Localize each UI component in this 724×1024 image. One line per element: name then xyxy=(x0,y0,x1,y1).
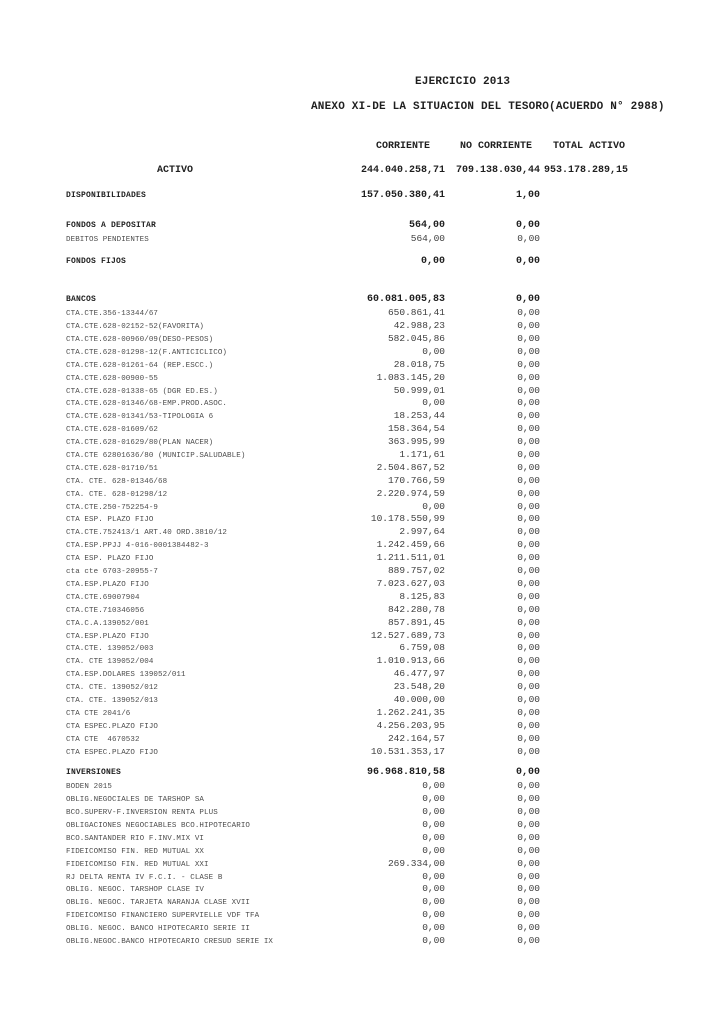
account-label: CTA.CTE.628-00900-55 xyxy=(66,374,159,383)
account-no-corriente-value: 0,00 xyxy=(517,883,540,895)
account-row xyxy=(66,896,666,909)
account-row xyxy=(66,604,666,617)
account-row xyxy=(66,819,666,832)
account-row xyxy=(66,935,666,948)
account-no-corriente-value: 0,00 xyxy=(517,500,540,512)
account-label: CTA.CTE.628-01629/80(PLAN NACER) xyxy=(66,439,214,448)
account-row xyxy=(66,707,666,720)
account-no-corriente-value: 0,00 xyxy=(517,333,540,345)
account-corriente-value: 0,00 xyxy=(422,500,445,512)
account-no-corriente-value: 0,00 xyxy=(517,474,540,486)
account-row xyxy=(66,333,666,346)
account-corriente-value: 42.988,23 xyxy=(393,320,445,332)
account-row xyxy=(66,488,666,501)
account-no-corriente-value: 0,00 xyxy=(517,719,540,731)
account-row xyxy=(66,320,666,333)
account-no-corriente-value: 0,00 xyxy=(517,745,540,757)
account-no-corriente-value: 0,00 xyxy=(517,320,540,332)
account-row xyxy=(66,475,666,488)
section-label: FONDOS FIJOS xyxy=(66,257,127,267)
account-no-corriente-value: 0,00 xyxy=(517,693,540,705)
account-label: CTA CTE 4670532 xyxy=(66,735,140,744)
account-corriente-value: 10.531.353,17 xyxy=(370,745,445,757)
account-corriente-value: 46.477,97 xyxy=(393,668,445,680)
section-label: DISPONIBILIDADES xyxy=(66,190,147,200)
column-header-total-activo: TOTAL ACTIVO xyxy=(552,141,625,152)
account-label: CTA.C.A.139052/001 xyxy=(66,619,149,628)
section-no-corriente-value: 1,00 xyxy=(515,189,540,201)
account-label: RJ DELTA RENTA IV F.C.I. - CLASE B xyxy=(66,873,223,882)
account-row xyxy=(66,552,666,565)
account-row xyxy=(66,436,666,449)
account-label: CTA.CTE.710346056 xyxy=(66,606,145,615)
account-no-corriente-value: 0,00 xyxy=(517,642,540,654)
account-row xyxy=(66,423,666,436)
account-no-corriente-value: 0,00 xyxy=(517,818,540,830)
account-no-corriente-value: 0,00 xyxy=(517,371,540,383)
account-label: CTA. CTE 139052/004 xyxy=(66,658,154,667)
account-row xyxy=(66,883,666,896)
account-no-corriente-value: 0,00 xyxy=(517,397,540,409)
account-no-corriente-value: 0,00 xyxy=(517,565,540,577)
account-label: cta cte 6703-20955-7 xyxy=(66,568,159,577)
account-no-corriente-value: 0,00 xyxy=(517,345,540,357)
column-header-row xyxy=(66,141,666,154)
section-header-row-bancos xyxy=(66,294,666,307)
account-corriente-value: 18.253,44 xyxy=(393,410,445,422)
activo-corriente-value: 244.040.258,71 xyxy=(360,164,445,176)
account-row xyxy=(66,681,666,694)
account-label: CTA ESPEC.PLAZO FIJO xyxy=(66,722,159,731)
account-corriente-value: 564,00 xyxy=(410,232,445,244)
account-label: CTA.ESP.PPJJ 4-016-0001384482-3 xyxy=(66,542,209,551)
account-label: FIDEICOMISO FIN. RED MUTUAL XXI xyxy=(66,860,209,869)
account-row xyxy=(66,346,666,359)
account-no-corriente-value: 0,00 xyxy=(517,384,540,396)
account-corriente-value: 0,00 xyxy=(422,345,445,357)
account-label: OBLIG.NEGOCIALES DE TARSHOP SA xyxy=(66,796,205,805)
account-no-corriente-value: 0,00 xyxy=(517,487,540,499)
account-no-corriente-value: 0,00 xyxy=(517,358,540,370)
account-corriente-value: 582.045,86 xyxy=(387,333,445,345)
account-no-corriente-value: 0,00 xyxy=(517,436,540,448)
account-label: CTA. CTE. 139052/013 xyxy=(66,696,159,705)
account-row xyxy=(66,385,666,398)
account-label: CTA.CTE.628-02152-52(FAVORITA) xyxy=(66,323,205,332)
account-no-corriente-value: 0,00 xyxy=(517,590,540,602)
account-no-corriente-value: 0,00 xyxy=(517,780,540,792)
account-corriente-value: 1.242.459,66 xyxy=(376,539,445,551)
account-row xyxy=(66,526,666,539)
account-corriente-value: 1.010.913,66 xyxy=(376,655,445,667)
account-row xyxy=(66,578,666,591)
account-corriente-value: 8.125,83 xyxy=(399,590,445,602)
section-fondos-a-depositar xyxy=(66,220,666,246)
account-corriente-value: 0,00 xyxy=(422,844,445,856)
column-header-no-corriente: NO CORRIENTE xyxy=(459,141,532,152)
account-corriente-value: 1.083.145,20 xyxy=(376,371,445,383)
sections-container xyxy=(66,190,666,948)
activo-label: ACTIVO xyxy=(157,164,194,176)
account-label: CTA. CTE. 139052/012 xyxy=(66,684,159,693)
account-corriente-value: 889.757,02 xyxy=(387,565,445,577)
account-row xyxy=(66,871,666,884)
section-corriente-value: 564,00 xyxy=(408,219,445,231)
account-corriente-value: 1.262.241,35 xyxy=(376,706,445,718)
account-row xyxy=(66,668,666,681)
account-row xyxy=(66,307,666,320)
account-no-corriente-value: 0,00 xyxy=(517,449,540,461)
account-row xyxy=(66,642,666,655)
activo-no-corriente-value: 709.138.030,44 xyxy=(455,164,540,176)
account-corriente-value: 0,00 xyxy=(422,909,445,921)
section-header-row-fondos-fijos xyxy=(66,256,666,269)
account-corriente-value: 1.171,61 xyxy=(399,449,445,461)
account-corriente-value: 0,00 xyxy=(422,831,445,843)
account-corriente-value: 28.018,75 xyxy=(393,358,445,370)
account-row xyxy=(66,733,666,746)
section-bancos xyxy=(66,294,666,758)
treasury-table xyxy=(66,141,666,948)
account-label: CTA.CTE.628-00960/09(DESO-PESOS) xyxy=(66,336,214,345)
account-no-corriente-value: 0,00 xyxy=(517,232,540,244)
account-corriente-value: 50.999,01 xyxy=(393,384,445,396)
account-row xyxy=(66,806,666,819)
account-row xyxy=(66,746,666,759)
account-corriente-value: 2.504.867,52 xyxy=(376,461,445,473)
account-row xyxy=(66,617,666,630)
section-corriente-value: 60.081.005,83 xyxy=(366,294,445,306)
account-label: CTA.CTE.628-01346/68-EMP.PROD.ASOC. xyxy=(66,400,228,409)
account-row xyxy=(66,922,666,935)
account-label: CTA.CTE.628-01609/62 xyxy=(66,426,159,435)
account-label: OBLIG. NEGOC. TARSHOP CLASE IV xyxy=(66,886,205,895)
account-row xyxy=(66,780,666,793)
page-title: EJERCICIO 2013 xyxy=(415,76,511,88)
section-corriente-value: 0,00 xyxy=(420,256,445,268)
account-no-corriente-value: 0,00 xyxy=(517,706,540,718)
section-corriente-value: 96.968.810,58 xyxy=(366,767,445,779)
account-row xyxy=(66,372,666,385)
account-no-corriente-value: 0,00 xyxy=(517,552,540,564)
account-no-corriente-value: 0,00 xyxy=(517,461,540,473)
account-label: CTA.CTE.250-752254-9 xyxy=(66,503,159,512)
section-corriente-value: 157.050.380,41 xyxy=(360,189,445,201)
section-label: BANCOS xyxy=(66,295,97,305)
account-no-corriente-value: 0,00 xyxy=(517,603,540,615)
account-corriente-value: 0,00 xyxy=(422,793,445,805)
account-no-corriente-value: 0,00 xyxy=(517,909,540,921)
account-row xyxy=(66,513,666,526)
section-no-corriente-value: 0,00 xyxy=(515,294,540,306)
account-corriente-value: 0,00 xyxy=(422,397,445,409)
section-inversiones xyxy=(66,767,666,947)
account-row xyxy=(66,793,666,806)
account-corriente-value: 242.164,57 xyxy=(387,732,445,744)
section-label: FONDOS A DEPOSITAR xyxy=(66,220,157,230)
account-corriente-value: 650.861,41 xyxy=(387,307,445,319)
column-header-corriente: CORRIENTE xyxy=(375,141,430,152)
account-label: OBLIG. NEGOC. TARJETA NARANJA CLASE XVII xyxy=(66,899,251,908)
account-label: CTA ESP. PLAZO FIJO xyxy=(66,516,154,525)
account-row xyxy=(66,565,666,578)
account-label: CTA.CTE.752413/1 ART.40 ORD.3810/12 xyxy=(66,529,228,538)
account-label: BCO.SUPERV-F.INVERSION RENTA PLUS xyxy=(66,809,218,818)
account-label: BCO.SANTANDER RIO F.INV.MIX VI xyxy=(66,834,205,843)
account-corriente-value: 1.211.511,01 xyxy=(376,552,445,564)
account-no-corriente-value: 0,00 xyxy=(517,806,540,818)
account-corriente-value: 2.220.974,59 xyxy=(376,487,445,499)
account-no-corriente-value: 0,00 xyxy=(517,577,540,589)
account-label: CTA ESPEC.PLAZO FIJO xyxy=(66,748,159,757)
account-no-corriente-value: 0,00 xyxy=(517,831,540,843)
account-label: CTA.CTE.356-13344/67 xyxy=(66,310,159,319)
account-row xyxy=(66,630,666,643)
account-no-corriente-value: 0,00 xyxy=(517,922,540,934)
account-label: CTA.ESP.PLAZO FIJO xyxy=(66,580,149,589)
account-row xyxy=(66,858,666,871)
account-label: CTA.CTE. 139052/003 xyxy=(66,645,154,654)
account-corriente-value: 40.000,00 xyxy=(393,693,445,705)
account-row xyxy=(66,359,666,372)
activo-total-value: 953.178.289,15 xyxy=(543,164,628,176)
account-label: CTA ESP. PLAZO FIJO xyxy=(66,555,154,564)
account-row xyxy=(66,233,666,246)
account-no-corriente-value: 0,00 xyxy=(517,307,540,319)
account-label: OBLIG. NEGOC. BANCO HIPOTECARIO SERIE II xyxy=(66,925,251,934)
account-no-corriente-value: 0,00 xyxy=(517,513,540,525)
account-row xyxy=(66,720,666,733)
account-no-corriente-value: 0,00 xyxy=(517,410,540,422)
account-corriente-value: 23.548,20 xyxy=(393,681,445,693)
account-no-corriente-value: 0,00 xyxy=(517,629,540,641)
page-subtitle: ANEXO XI-DE LA SITUACION DEL TESORO(ACUERDO N° 2988) xyxy=(311,101,665,113)
account-no-corriente-value: 0,00 xyxy=(517,655,540,667)
section-fondos-fijos xyxy=(66,256,666,269)
account-label: CTA.CTE.628-01338-65 (DGR ED.ES.) xyxy=(66,387,218,396)
account-row xyxy=(66,694,666,707)
account-row xyxy=(66,397,666,410)
account-corriente-value: 0,00 xyxy=(422,934,445,946)
section-header-row-inversiones xyxy=(66,767,666,780)
account-corriente-value: 7.023.627,03 xyxy=(376,577,445,589)
section-no-corriente-value: 0,00 xyxy=(515,219,540,231)
section-no-corriente-value: 0,00 xyxy=(515,767,540,779)
account-corriente-value: 0,00 xyxy=(422,780,445,792)
account-no-corriente-value: 0,00 xyxy=(517,681,540,693)
account-corriente-value: 0,00 xyxy=(422,818,445,830)
account-no-corriente-value: 0,00 xyxy=(517,668,540,680)
account-row xyxy=(66,655,666,668)
account-corriente-value: 857.891,45 xyxy=(387,616,445,628)
account-row xyxy=(66,539,666,552)
account-label: DEBITOS PENDIENTES xyxy=(66,235,149,244)
account-no-corriente-value: 0,00 xyxy=(517,526,540,538)
account-corriente-value: 0,00 xyxy=(422,883,445,895)
account-corriente-value: 0,00 xyxy=(422,896,445,908)
section-header-row-disponibilidades xyxy=(66,190,666,203)
account-row xyxy=(66,591,666,604)
account-corriente-value: 158.364,54 xyxy=(387,423,445,435)
account-no-corriente-value: 0,00 xyxy=(517,793,540,805)
account-corriente-value: 10.178.550,99 xyxy=(370,513,445,525)
account-corriente-value: 170.766,59 xyxy=(387,474,445,486)
account-label: CTA CTE 2041/6 xyxy=(66,709,131,718)
account-no-corriente-value: 0,00 xyxy=(517,896,540,908)
account-corriente-value: 842.280,78 xyxy=(387,603,445,615)
section-disponibilidades xyxy=(66,190,666,203)
account-corriente-value: 0,00 xyxy=(422,870,445,882)
account-row xyxy=(66,832,666,845)
account-row xyxy=(66,909,666,922)
account-no-corriente-value: 0,00 xyxy=(517,844,540,856)
account-row xyxy=(66,501,666,514)
account-label: CTA. CTE. 628-01346/68 xyxy=(66,477,168,486)
account-corriente-value: 269.334,00 xyxy=(387,857,445,869)
account-no-corriente-value: 0,00 xyxy=(517,934,540,946)
account-corriente-value: 4.256.203,95 xyxy=(376,719,445,731)
account-no-corriente-value: 0,00 xyxy=(517,870,540,882)
account-label: BODEN 2015 xyxy=(66,783,113,792)
account-label: CTA.CTE.628-01298-12(F.ANTICICLICO) xyxy=(66,348,228,357)
account-label: CTA.ESP.PLAZO FIJO xyxy=(66,632,149,641)
account-corriente-value: 0,00 xyxy=(422,922,445,934)
account-label: CTA.CTE 62801636/80 (MUNICIP.SALUDABLE) xyxy=(66,452,246,461)
account-label: CTA.CTE.69007904 xyxy=(66,593,140,602)
section-header-row-fondos-a-depositar xyxy=(66,220,666,233)
account-row xyxy=(66,449,666,462)
account-label: CTA.ESP.DOLARES 139052/011 xyxy=(66,671,186,680)
account-label: FIDEICOMISO FINANCIERO SUPERVIELLE VDF TFA xyxy=(66,912,260,921)
account-corriente-value: 6.759,08 xyxy=(399,642,445,654)
account-row xyxy=(66,845,666,858)
account-label: OBLIG.NEGOC.BANCO HIPOTECARIO CRESUD SERIE IX xyxy=(66,937,274,946)
account-corriente-value: 2.997,64 xyxy=(399,526,445,538)
account-no-corriente-value: 0,00 xyxy=(517,539,540,551)
account-corriente-value: 0,00 xyxy=(422,806,445,818)
account-row xyxy=(66,410,666,423)
account-label: CTA.CTE.628-01341/53-TIPOLOGIA 6 xyxy=(66,413,214,422)
account-label: CTA.CTE.628-01710/51 xyxy=(66,464,159,473)
account-corriente-value: 363.995,99 xyxy=(387,436,445,448)
account-label: CTA.CTE.628-01261-64 (REP.ESCC.) xyxy=(66,361,214,370)
activo-row xyxy=(66,165,666,178)
section-no-corriente-value: 0,00 xyxy=(515,256,540,268)
account-no-corriente-value: 0,00 xyxy=(517,732,540,744)
account-label: FIDEICOMISO FIN. RED MUTUAL XX xyxy=(66,847,205,856)
account-label: CTA. CTE. 628-01298/12 xyxy=(66,490,168,499)
account-corriente-value: 12.527.689,73 xyxy=(370,629,445,641)
account-no-corriente-value: 0,00 xyxy=(517,857,540,869)
section-label: INVERSIONES xyxy=(66,768,122,778)
account-label: OBLIGACIONES NEGOCIABLES BCO.HIPOTECARIO xyxy=(66,821,251,830)
account-no-corriente-value: 0,00 xyxy=(517,616,540,628)
account-row xyxy=(66,462,666,475)
account-no-corriente-value: 0,00 xyxy=(517,423,540,435)
